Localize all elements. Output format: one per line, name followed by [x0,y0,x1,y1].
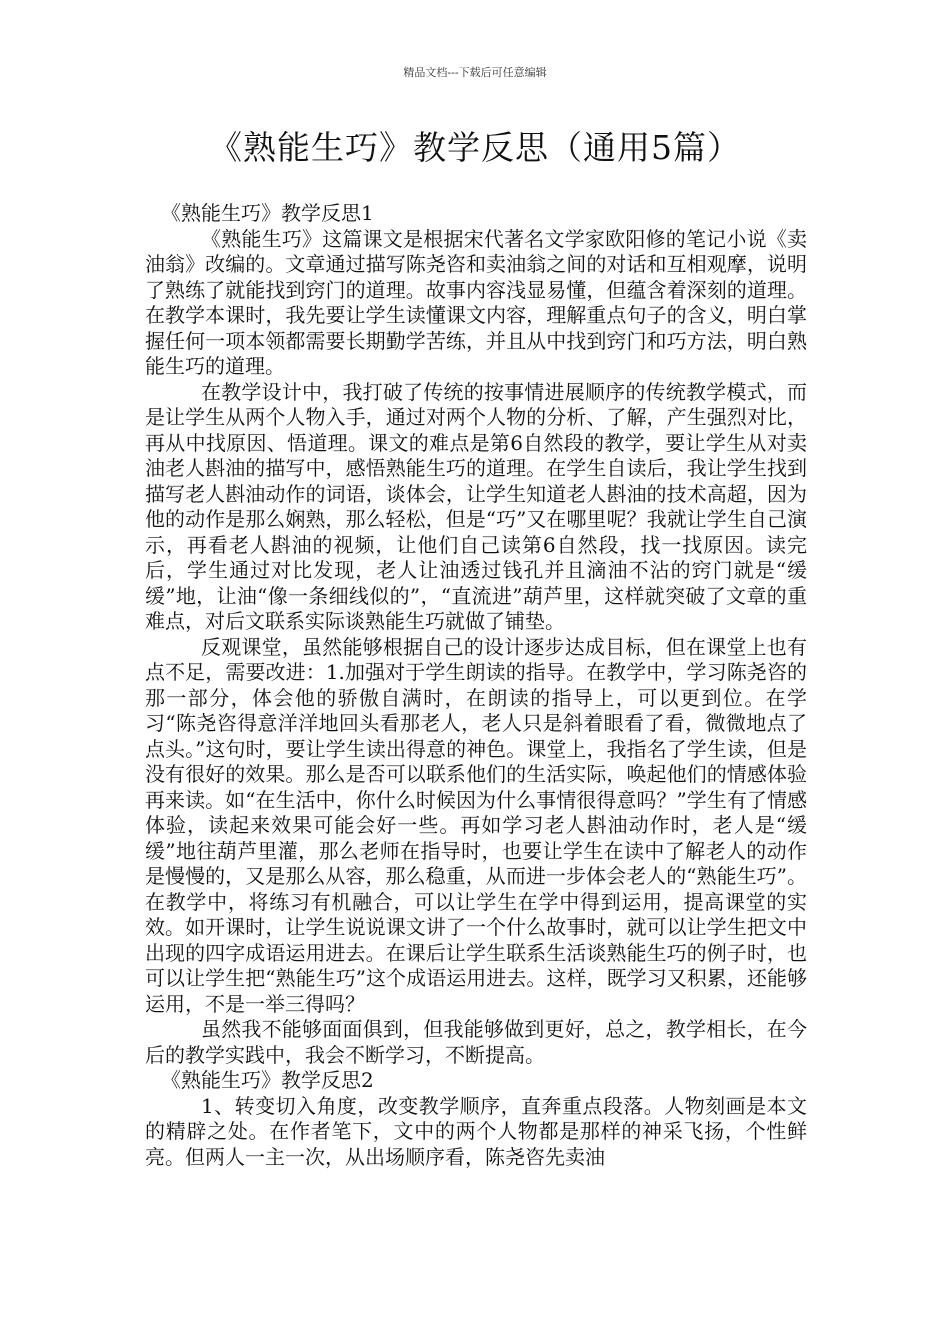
page-header: 精品文档---下载后可任意编辑 [403,66,547,79]
section-heading-2: 《熟能生巧》教学反思2 [161,1068,374,1092]
paragraph: 《熟能生巧》这篇课文是根据宋代著名文学家欧阳修的笔记小说《卖油翁》改编的。文章通过描写陈尧咨和卖油翁之间的对话和互相观摩，说明了熟练了就能找到窍门的道理。故事内容浅显易懂，但蕴含着深刻的道理。在教学本课时，我先要让学生读懂课文内容，理解重点句子的含义，明白掌握任何一项本领都需要长期勤学苦练，并且从中找到窍门和巧方法，明白熟能生巧的道理。 [145,226,807,378]
document-body [145,201,807,1170]
paragraph: 1、转变切入角度，改变教学顺序，直奔重点段落。人物刻画是本文的精辟之处。在作者笔下，文中的两个人物都是那样的神采飞扬，个性鲜亮。但两人一主一次，从出场顺序看，陈尧咨先卖油 [145,1093,807,1169]
section-heading-1: 《熟能生巧》教学反思1 [161,201,374,225]
paragraph: 在教学设计中，我打破了传统的按事情进展顺序的传统教学模式，而是让学生从两个人物入手，通过对两个人物的分析、了解，产生强烈对比，再从中找原因、悟道理。课文的难点是第6自然段的教学，要让学生从对卖油老人斟油的描写中，感悟熟能生巧的道理。在学生自读后，我让学生找到描写老人斟油动作的词语，谈体会，让学生知道老人斟油的技术高超，因为他的动作是那么娴熟，那么轻松，但是“巧”又在哪里呢？我就让学生自己演示，再看老人斟油的视频，让他们自己读第6自然段，找一找原因。读完后，学生通过对比发现，老人让油透过钱孔并且滴油不沾的窍门就是“缓缓”地，让油“像一条细线似的”，“直流进”葫芦里，这样就突破了文章的重难点，对后文联系实际谈熟能生巧就做了铺垫。 [145,379,807,633]
paragraph: 反观课堂，虽然能够根据自己的设计逐步达成目标，但在课堂上也有点不足，需要改进：1.加强对于学生朗读的指导。在教学中，学习陈尧咨的那一部分，体会他的骄傲自满时，在朗读的指导上，可以更到位。在学习“陈尧咨得意洋洋地回头看那老人，老人只是斜着眼看了看，微微地点了点头。”这句时，要让学生读出得意的神色。课堂上，我指名了学生读，但是没有很好的效果。那么是否可以联系他们的生活实际，唤起他们的情感体验再来读。如“在生活中，你什么时候因为什么事情很得意吗？”学生有了情感体验，读起来效果可能会好一些。再如学习老人斟油动作时，老人是“缓缓”地往葫芦里灌，那么老师在指导时，也要让学生在读中了解老人的动作是慢慢的，又是那么从容，那么稳重，从而进一步体会老人的“熟能生巧”。在教学中，将练习有机融合，可以让学生在学中得到运用，提高课堂的实效。如开课时，让学生说说课文讲了一个什么故事时，就可以让学生把文中出现的四字成语运用进去。在课后让学生联系生活谈熟能生巧的例子时，也可以让学生把“熟能生巧”这个成语运用进去。这样，既学习又积累，还能够运用，不是一举三得吗？ [145,634,807,1016]
document-title: 《熟能生巧》教学反思（通用5篇） [209,128,741,167]
paragraph: 虽然我不能够面面俱到，但我能够做到更好，总之，教学相长，在今后的教学实践中，我会不断学习，不断提高。 [145,1017,807,1067]
